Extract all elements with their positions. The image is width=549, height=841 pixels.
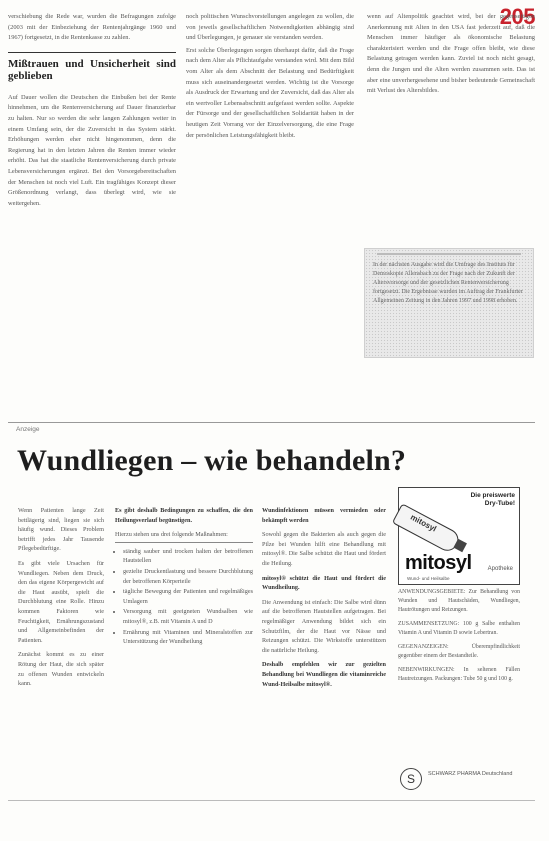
- ad-bold-line: mitosyl® schützt die Haut und fördert die Wundheilung.: [262, 574, 386, 592]
- article-paragraph: Auf Dauer wollen die Deutschen die Einbußen bei der Rente hinnehmen, um die Rentenversicherung auf Dauer finanzierbar zu halten. Nur so werden die sehr langen Zahlungen weiter in einem Umfang sein, der die Zuversicht in das System stärkt. Erhöhungen werden eher nicht hingenommen, denn die Regierung hat in den letzten Jahren die Renten immer wieder erhöht. Das hat die staatliche Rentenversicherung durch private Lebensversicherungen ergänzt. Bei den Vorsorgebereitschaften der Menschen ist noch viel Luft. Ein tragfähiges Konzept dieser Größenordnung verlangt, dass überlegt wird, wie sie weitergehen.: [8, 93, 176, 207]
- ad-column-1: [18, 506, 104, 694]
- article-column-2: [186, 12, 354, 143]
- page-number: 205: [499, 4, 535, 29]
- ad-paragraph: Die Anwendung ist einfach: Die Salbe wird dünn auf die betroffenen Hautstellen aufgetragen. Bei regelmäßiger Anwendung bildet sich ein Schutzfilm, der die Haut vor Nässe und Reizungen schützt. Die Wirkstoffe unterstützen die natürliche Heilung.: [262, 598, 386, 654]
- ad-paragraph: NEBENWIRKUNGEN: In seltenen Fällen Hautreizungen. Packungen: Tube 50 g und 100 g.: [398, 667, 520, 682]
- ad-paragraph: ANWENDUNGSGEBIETE: Zur Behandlung von Wunden und Hautschäden, Wundliegen, Hautrötungen und Reizungen.: [398, 589, 520, 613]
- ad-bold-lead: Es gibt deshalb Bedingungen zu schaffen, die den Heilungsverlauf begünstigen.: [115, 507, 253, 524]
- article-paragraph: verschiebung die Rede war, wurden die Befragungen zufolge (2003 mit der Einbeziehung der Rentenjahrgänge 1960 und 1967) fortgesetzt, in die Rentenkasse zu zahlen.: [8, 13, 176, 42]
- product-tagline: Die preiswerte Dry-Tube!: [470, 492, 515, 507]
- ad-subheading: Wundinfektionen müssen vermieden oder bekämpft werden: [262, 507, 386, 524]
- ad-paragraph: Wenn Patienten lange Zeit bettlägerig sind, liegen sie sich häufig wund. Dieses Problem betrifft jedes Jahr Tausende Pflegebedürftige.: [18, 507, 104, 553]
- company-name: SCHWARZ PHARMA Deutschland: [428, 771, 513, 777]
- ad-paragraph: GEGENANZEIGEN: Überempfindlichkeit gegenüber einem der Bestandteile.: [398, 644, 520, 659]
- ad-column-2: [115, 506, 253, 648]
- note-box-text: In der nächsten Ausgabe wird die Umfrage des Instituts für Demoskopie Allensbach zu der Frage nach der Zukunft der Altersvorsorge und der gesetzlichen Rentenversicherung fortgesetzt. Die Ergebnisse wurden im Auftrag der Frankfurter Allgemeinen Zeitung in den Jahren 1997 und 1998 erhoben.: [373, 262, 523, 304]
- ad-headline: Wundliegen – wie behandeln?: [17, 444, 407, 477]
- company-logo-icon: S: [400, 768, 422, 790]
- ad-paragraph: Es gibt viele Ursachen für Wundliegen. Neben dem Druck, den das eigene Körpergewicht auf die Haut ausübt, spielt die Durchblutung eine Rolle. Hinzu kommen Faktoren wie Feuchtigkeit, Ernährungszustand und Allgemeinbefinden der Patienten.: [18, 559, 104, 644]
- article-paragraph: noch politischen Wunschvorstellungen angelegen zu wollen, die von jeweils gesellschaftlichen Notwendigkeiten abhängig sind und Überlegungen, je genauer sie verstanden werden.: [186, 13, 354, 42]
- product-subtitle: Wund- und Heilsalbe: [407, 576, 450, 581]
- ad-paragraph: Sowohl gegen die Bakterien als auch gegen die Pilze bei Wunden hilft eine Behandlung mit mitosyl®. Die Salbe schützt die Haut und fördert die Heilung.: [262, 531, 386, 567]
- measures-list: [115, 547, 253, 647]
- list-item: • gezielte Druckentlastung und bessere Durchblutung der betroffenen Körperteile: [123, 567, 253, 586]
- ad-paragraph: Zunächst kommt es zu einer Rötung der Haut, die sich später zu offenen Wunden entwickeln kann.: [18, 651, 104, 688]
- ad-label: Anzeige: [16, 426, 40, 433]
- ad-column-4-product-info: [398, 588, 520, 689]
- bottom-rule: [8, 800, 535, 801]
- list-item: • ständig sauber und trocken halten der betroffenen Hautstellen: [123, 547, 253, 566]
- company-signature: [400, 768, 520, 794]
- article-column-1: [8, 12, 176, 211]
- article-paragraph: wenn auf Altenpolitik geachtet wird, bei der gegenseitigen Anerkennung mit Alten in den USA fast jederzeit auf, daß die Menschen immer häufiger als ökonomische Belastung charakterisiert werden und die Frage offen bleibt, wie diese Belastung getragen werden kann. Zuviel ist noch nicht gesagt, denn die Jungen und die Alten werden zusammen sein. Das ist aber eine unverhergesehene und bisher bedeutende Gemeinschaft mit Verlust des Altersbildes.: [367, 13, 535, 95]
- ad-closing: Deshalb empfehlen wir zur gezielten Behandlung bei Wundliegen die vitaminreiche Wund-Heilsalbe mitosyl®.: [262, 661, 386, 688]
- tube-brand: mitosyl: [408, 512, 438, 534]
- ad-divider: [8, 422, 535, 423]
- section-heading: Mißtrauen und Unsicherheit sind geblieben: [8, 52, 176, 83]
- list-item: • Ernährung mit Vitaminen und Mineralstoffen zur Unterstützung der Wundheilung: [123, 628, 253, 647]
- product-logo: mitosyl: [405, 552, 472, 574]
- list-item: • Versorgung mit geeigneten Wundsalben wie mitosyl®, z.B. mit Vitamin A und D: [123, 607, 253, 626]
- pharmacy-note: Apotheke: [487, 566, 513, 572]
- article-paragraph: Erst solche Überlegungen sorgen überhaupt dafür, daß die Frage nach dem Alter als Pflichtaufgabe verstanden wird. Mit dem Bild vom Alter als dem Abschnitt der Belastung und Bedürftigkeit muss sich auseinandergesetzt werden. Wichtig ist die Vorsorge als Ausdruck der Erwartung und der Zuversicht, daß das Alter als ein wertvoller Lebensabschnitt aufgefasst werden sollte. Aspekte der Fürsorge und der gesellschaftlichen Solidarität haben in der heutigen Zeit Vorrang vor der Einzelversorgung, die eine Frage der persönlichen Leistungsfähigkeit bleibt.: [186, 46, 354, 139]
- article-column-3: [367, 12, 535, 99]
- ad-paragraph: ZUSAMMENSETZUNG: 100 g Salbe enthalten Vitamin A und Vitamin D sowie Lebertran.: [398, 621, 520, 636]
- info-note-box: [364, 248, 534, 358]
- measures-caption: Hierzu stehen uns drei folgende Maßnahmen:: [115, 530, 253, 543]
- product-panel: [398, 487, 520, 585]
- ad-column-3: [262, 506, 386, 694]
- note-box-stripe: [377, 253, 521, 255]
- list-item: • tägliche Bewegung der Patienten und regelmäßiges Umlagern: [123, 587, 253, 606]
